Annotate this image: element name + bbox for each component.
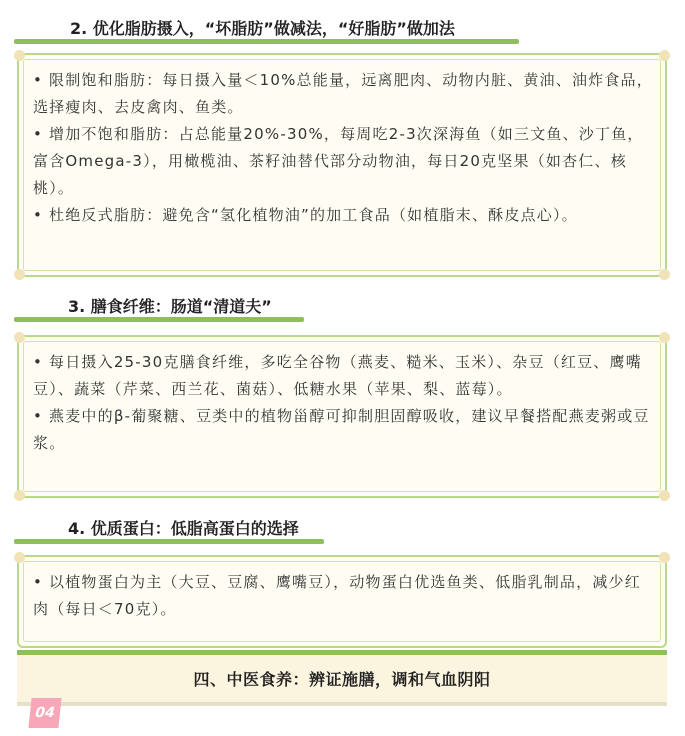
next-section-banner (17, 650, 667, 702)
corner-dot (659, 332, 670, 343)
next-section-title: 四、中医食养：辨证施膳，调和气血阴阳 (193, 670, 491, 689)
corner-dot (659, 490, 670, 501)
section-heading (14, 16, 519, 46)
card-content (33, 67, 653, 229)
bullet-paragraph: • 每日摄入25-30克膳食纤维，多吃全谷物（燕麦、糙米、玉米）、杂豆（红豆、鹰嘴豆）、蔬菜（芹菜、西兰花、菌菇）、低糖水果（苹果、梨、蓝莓）。 (33, 353, 642, 398)
content-card (17, 555, 667, 648)
corner-dot (14, 269, 25, 280)
bullet-paragraph: • 限制饱和脂肪：每日摄入量＜10%总能量，远离肥肉、动物内脏、黄油、油炸食品，选择瘦肉、去皮禽肉、鱼类。 (33, 71, 653, 116)
bullet-paragraph: • 杜绝反式脂肪：避免含“氢化植物油”的加工食品（如植脂末、酥皮点心）。 (33, 206, 578, 224)
heading-underline (14, 539, 324, 544)
section-heading (14, 294, 304, 324)
content-card (17, 335, 667, 498)
corner-dot (659, 50, 670, 61)
corner-dot (659, 552, 670, 563)
section-number-badge: 04 (28, 698, 61, 728)
section-heading-text: 4. 优质蛋白：低脂高蛋白的选择 (68, 519, 299, 538)
heading-underline (14, 39, 519, 44)
corner-dot (14, 552, 25, 563)
bullet-paragraph: • 增加不饱和脂肪：占总能量20%-30%，每周吃2-3次深海鱼（如三文鱼、沙丁鱼，富含Omega-3），用橄榄油、茶籽油替代部分动物油，每日20克坚果（如杏仁、核桃）。 (33, 125, 644, 197)
section-heading (14, 516, 324, 546)
card-content (33, 349, 653, 457)
section-heading-text: 3. 膳食纤维：肠道“清道夫” (68, 297, 272, 316)
corner-dot (14, 490, 25, 501)
heading-underline (14, 317, 304, 322)
content-card (17, 53, 667, 277)
section-heading-text: 2. 优化脂肪摄入，“坏脂肪”做减法，“好脂肪”做加法 (70, 19, 455, 38)
corner-dot (14, 50, 25, 61)
corner-dot (659, 269, 670, 280)
banner-shadow (17, 702, 667, 706)
bullet-paragraph: • 燕麦中的β-葡聚糖、豆类中的植物甾醇可抑制胆固醇吸收，建议早餐搭配燕麦粥或豆浆。 (33, 407, 650, 452)
card-content (33, 569, 653, 623)
bullet-paragraph: • 以植物蛋白为主（大豆、豆腐、鹰嘴豆），动物蛋白优选鱼类、低脂乳制品，减少红肉（每日＜70克）。 (33, 573, 641, 618)
corner-dot (14, 332, 25, 343)
